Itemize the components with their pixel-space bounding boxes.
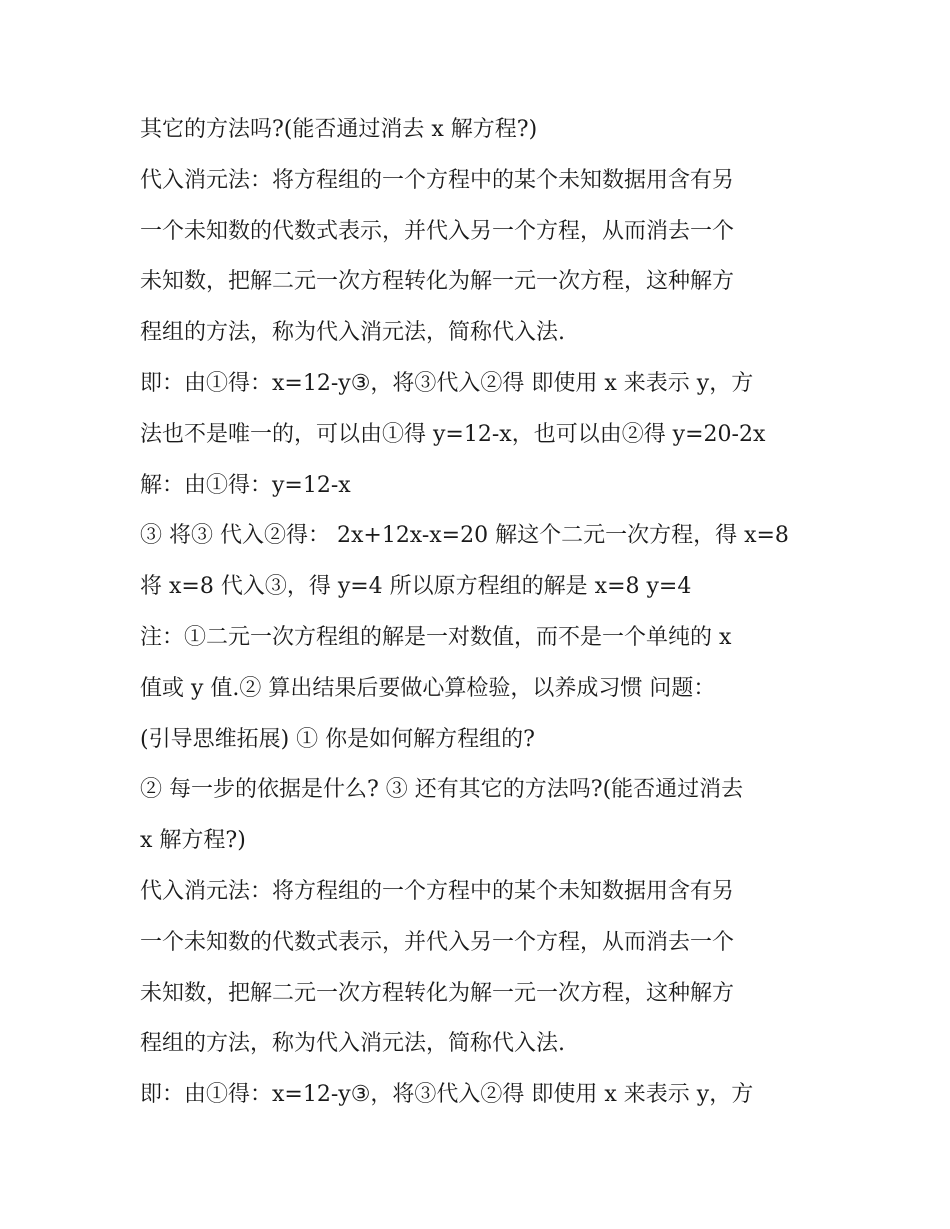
text-line: ③ 将③ 代入②得： 2x+12x-x=20 解这个二元一次方程，得 x=8 — [140, 523, 789, 549]
text-line: 代入消元法：将方程组的一个方程中的某个未知数据用含有另 — [140, 878, 735, 904]
text-line: 即：由①得：x=12-y③，将③代入②得 即使用 x 来表示 y，方 — [140, 1082, 754, 1108]
text-line: 即：由①得：x=12-y③，将③代入②得 即使用 x 来表示 y，方 — [140, 370, 754, 396]
document-text — [140, 105, 815, 1121]
text-line: 法也不是唯一的，可以由①得 y=12-x，也可以由②得 y=20-2x — [140, 421, 766, 447]
text-line: 未知数，把解二元一次方程转化为解一元一次方程，这种解方 — [140, 980, 735, 1006]
text-line: 将 x=8 代入③，得 y=4 所以原方程组的解是 x=8 y=4 — [140, 574, 692, 600]
text-line: 一个未知数的代数式表示，并代入另一个方程，从而消去一个 — [140, 218, 735, 244]
text-line: (引导思维拓展) ① 你是如何解方程组的? — [140, 726, 535, 752]
text-line: 解：由①得：y=12-x — [140, 472, 351, 498]
text-line: 程组的方法，称为代入消元法，简称代入法. — [140, 320, 565, 346]
text-line: 一个未知数的代数式表示，并代入另一个方程，从而消去一个 — [140, 929, 735, 955]
text-line: ② 每一步的依据是什么? ③ 还有其它的方法吗?(能否通过消去 — [140, 777, 744, 803]
text-line: 代入消元法：将方程组的一个方程中的某个未知数据用含有另 — [140, 167, 735, 193]
text-line: 值或 y 值.② 算出结果后要做心算检验，以养成习惯 问题： — [140, 675, 716, 701]
text-line: 注：①二元一次方程组的解是一对数值，而不是一个单纯的 x — [140, 624, 732, 650]
text-line: 其它的方法吗?(能否通过消去 x 解方程?) — [140, 117, 538, 142]
text-line: 未知数，把解二元一次方程转化为解一元一次方程，这种解方 — [140, 269, 735, 295]
text-line: 程组的方法，称为代入消元法，简称代入法. — [140, 1031, 565, 1057]
text-line: x 解方程?) — [140, 828, 246, 854]
